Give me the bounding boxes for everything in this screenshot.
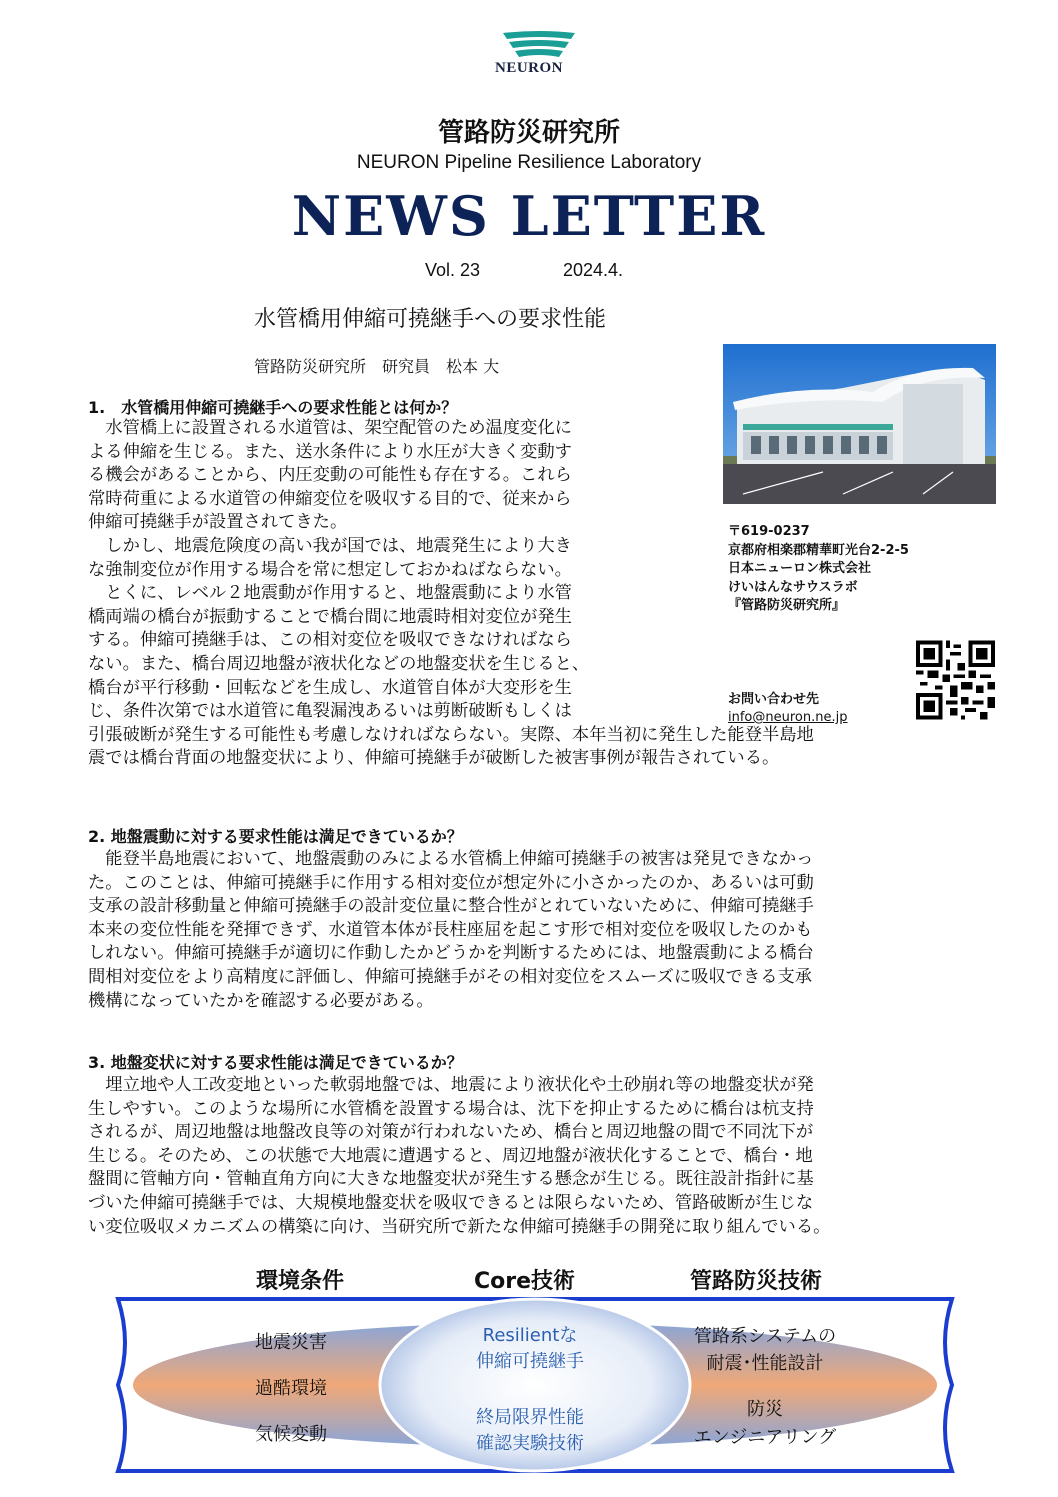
section-2-heading: 2. 地盤震動に対する要求性能は満足できているか？ — [88, 827, 463, 846]
text-line: じ、条件次第では水道管に亀裂漏洩あるいは剪断破断もしくは — [88, 701, 572, 722]
contact-email-link[interactable]: info@neuron.ne.jp — [728, 710, 848, 725]
qr-code[interactable] — [916, 638, 995, 722]
text-line: 引張破断が発生する可能性も考慮しなければならない。実際、本年当初に発生した能登半島地 — [88, 724, 814, 745]
diagram-right-line: 耐震･性能設計 — [706, 1353, 824, 1374]
text-line: る機会があることから、内圧変動の可能性も存在する。これら — [88, 465, 572, 486]
article-title: 水管橋用伸縮可撓継手への要求性能 — [253, 307, 606, 332]
diagram-left-item: 過酷環境 — [255, 1378, 327, 1399]
section-3-heading: 3. 地盤変状に対する要求性能は満足できているか？ — [88, 1053, 463, 1072]
text-line: とくに、レベル２地震動が作用すると、地盤震動により水管 — [88, 583, 572, 604]
text-line: する。伸縮可撓継手は、この相対変位を吸収できなければなら — [88, 630, 572, 651]
text-line: た。このことは、伸縮可撓継手に作用する相対変位が想定外に小さかったのか、あるいは可動 — [88, 872, 814, 893]
diagram-center-bottom — [440, 1405, 620, 1457]
text-line: 水管橋上に設置される水道管は、架空配管のため温度変化に — [88, 418, 572, 438]
diagram-right-line: エンジニアリング — [693, 1427, 837, 1448]
text-line: 本来の変位性能を発揮できず、水道管本体が長柱座屈を起こす形で相対変位を吸収したのかも — [88, 919, 813, 940]
text-line: 間相対変位をより高精度に評価し、伸縮可撓継手がその相対変位をスムーズに吸収できる支承 — [88, 966, 813, 987]
lab-name-ja: 管路防災研究所 — [437, 118, 620, 148]
text-line: 能登半島地震において、地盤震動のみによる水管橋上伸縮可撓継手の被害は発見できなかっ — [88, 849, 814, 869]
diagram-left-item: 地震災害 — [255, 1332, 327, 1353]
text-line: づいた伸縮可撓継手では、大規模地盤変状を吸収できるとは限らないため、管路破断が生じな — [88, 1192, 814, 1213]
text-line: 支承の設計移動量と伸縮可撓継手の設計変位量に整合性がとれていないために、伸縮可撓継手 — [88, 896, 814, 917]
section-1-body — [88, 417, 814, 771]
section-3-body — [88, 1074, 830, 1239]
newsletter-title: NEWS LETTER — [291, 184, 767, 248]
text-line: よる伸縮を生じる。また、送水条件により水圧が大きく変動す — [88, 441, 572, 462]
volume: Vol. 23 — [425, 260, 481, 280]
section-2-body — [88, 848, 814, 1013]
logo-text: NEURON — [494, 60, 563, 76]
text-line: 橋台が平行移動・回転などを生成し、水道管自体が大変形を生 — [88, 677, 572, 698]
diagram-right-line: 防災 — [747, 1399, 783, 1420]
lab-name-en: NEURON Pipeline Resilience Laboratory — [356, 152, 702, 173]
text-line: 生しやすい。このような場所に水管橋を設置する場合は、沈下を抑止するために橋台は杭支持 — [88, 1098, 814, 1119]
issue-date: 2024.4. — [563, 260, 624, 280]
diagram-center-title: Core技術 — [474, 1269, 576, 1294]
text-line: 埋立地や人工改変地といった軟弱地盤では、地震により液状化や土砂崩れ等の地盤変状が発 — [88, 1075, 814, 1095]
diagram-center-line: Resilientな — [482, 1325, 578, 1346]
address-line: 『管路防災研究所』 — [728, 598, 846, 613]
text-line: ない。また、橋台周辺地盤が液状化などの地盤変状を生じると、 — [88, 653, 590, 674]
text-line: な強制変位が作用する場合を常に想定しておかねばならない。 — [88, 559, 572, 580]
text-line: 常時荷重による水道管の伸縮変位を吸収する目的で、従来から — [88, 488, 572, 509]
text-line: い変位吸収メカニズムの構築に向け、当研究所で新たな伸縮可撓継手の開発に取り組んでいる。 — [88, 1216, 831, 1237]
diagram-right-bottom — [660, 1396, 870, 1452]
text-line: 伸縮可撓継手が設置されてきた。 — [88, 512, 348, 533]
text-line: しれない。伸縮可撓継手が適切に作動したかどうかを判断するためには、地盤震動による橋台 — [88, 943, 814, 964]
author: 管路防災研究所 研究員 松本 大 — [254, 357, 500, 376]
diagram-right-title: 管路防災技術 — [690, 1269, 823, 1294]
text-line: 盤間に管軸方向・管軸直角方向に大きな地盤変状が発生する懸念が生じる。既往設計指針に基 — [88, 1169, 814, 1190]
diagram-center-line: 終局限界性能 — [476, 1407, 584, 1428]
text-line: 生じる。そのため、この状態で大地震に遭遇すると、周辺地盤が液状化することで、橋台・地 — [88, 1145, 813, 1166]
diagram-right-top — [660, 1323, 870, 1377]
text-line: 橋両端の橋台が振動することで橋台間に地震時相対変位が発生 — [88, 606, 572, 627]
address-line: 京都府相楽郡精華町光台2-2-5 — [728, 542, 909, 558]
text-line: しかし、地震危険度の高い我が国では、地震発生により大き — [88, 535, 572, 556]
address-line: けいはんなサウスラボ — [728, 579, 858, 595]
text-line: 震では橋台背面の地盤変状により、伸縮可撓継手が破断した被害事例が報告されている。 — [88, 748, 780, 769]
text-line: 機構になっていたかを確認する必要がある。 — [88, 990, 434, 1011]
text-line: されるが、周辺地盤は地盤改良等の対策が行われないため、橋台と周辺地盤の間で不同沈下が — [88, 1122, 814, 1143]
diagram-center-top — [440, 1323, 620, 1375]
diagram-right-line: 管路系システムの — [693, 1326, 837, 1347]
contact-label: お問い合わせ先 — [728, 692, 820, 707]
diagram-center-line: 確認実験技術 — [476, 1433, 584, 1454]
address-line: 日本ニューロン株式会社 — [728, 561, 872, 576]
diagram-center-line: 伸縮可撓継手 — [476, 1351, 584, 1372]
diagram-left-title: 環境条件 — [256, 1269, 345, 1294]
diagram-left-item: 気候変動 — [255, 1424, 327, 1445]
section-1-heading: 1. 水管橋用伸縮可撓継手への要求性能とは何か？ — [88, 398, 458, 417]
address-line: 〒619-0237 — [728, 524, 810, 539]
